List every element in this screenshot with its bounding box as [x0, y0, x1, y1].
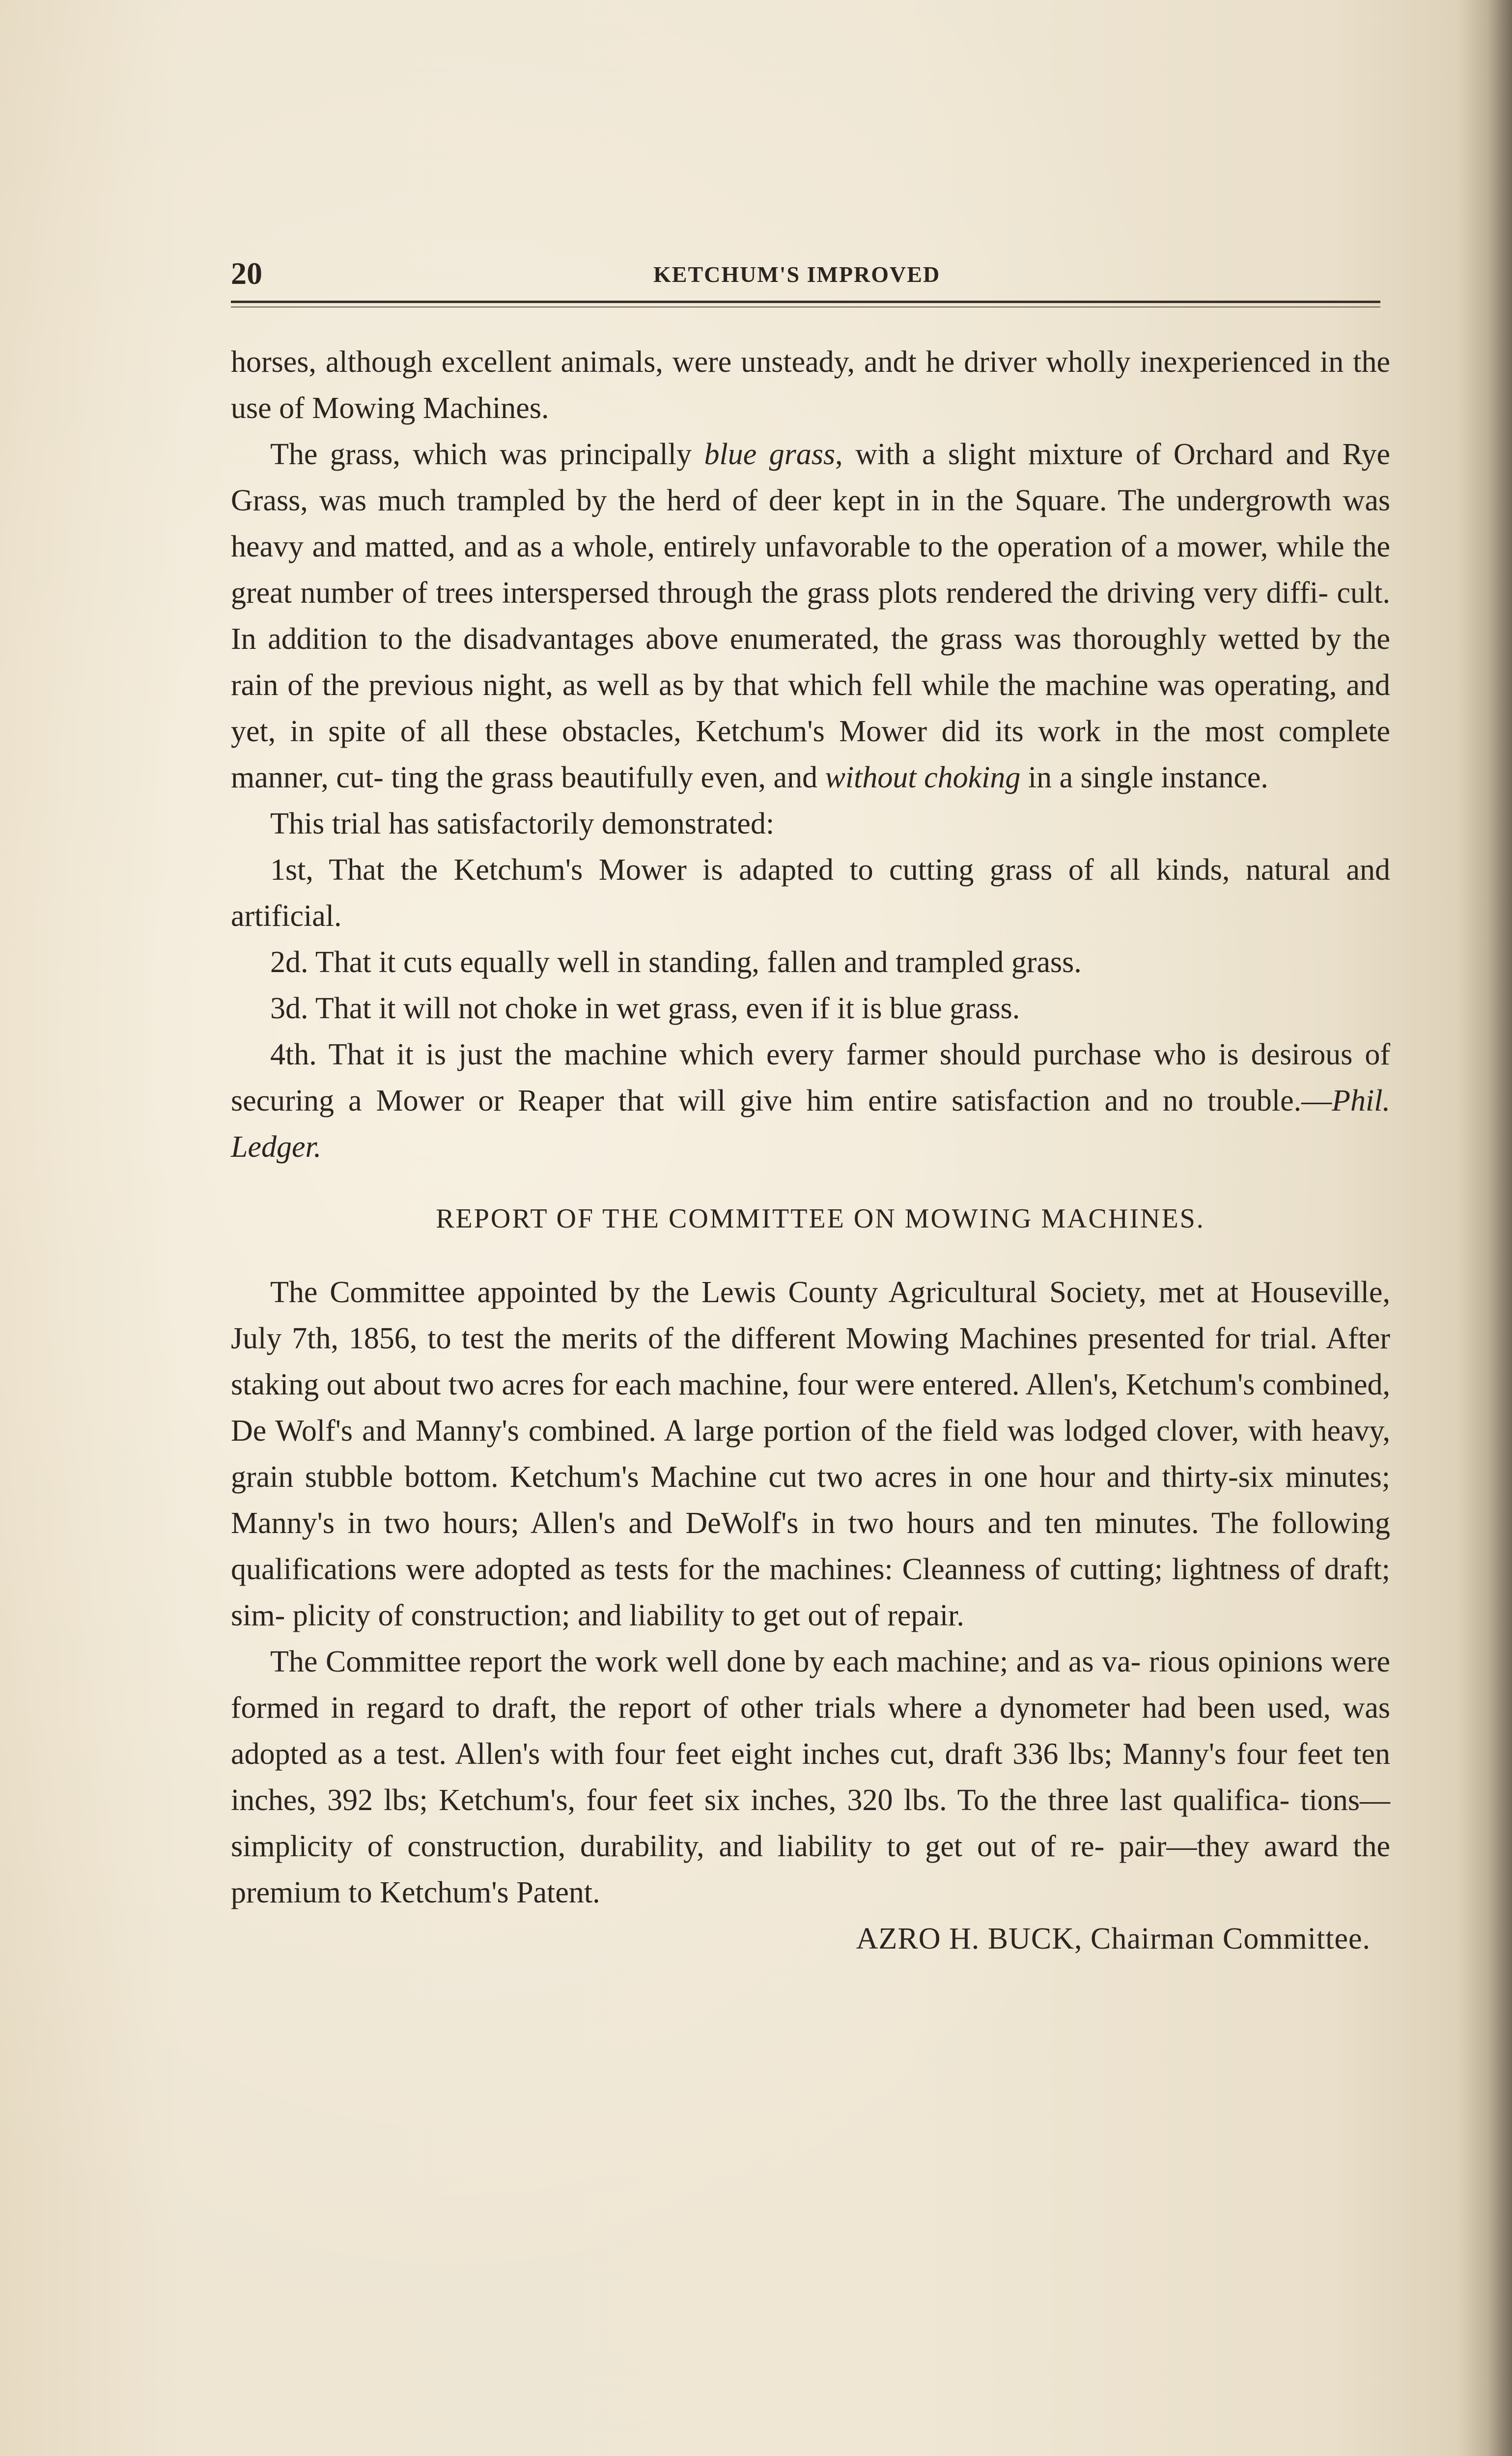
source-citation: Phil. Ledger. [231, 1084, 1390, 1164]
paragraph-grass-text-3: in a single instance. [1020, 761, 1268, 794]
paragraph-grass [231, 431, 1390, 801]
paragraph-grass-text-2: , with a slight mixture of Orchard and Rye Grass, was much trampled by the herd of deer kept in in the Square. The undergrowth was heavy and matted, and as a whole, entirely unfavorable to the operation of a mower, while the great number of trees interspersed through the grass plots rendered the driving very diffi- cult. In addition to the disadvantages above enumerated, the grass was thoroughly wetted by the rain of the previous night, as well as by that which fell while the machine was operating, and yet, in spite of all these obstacles, Ketchum's Mower did its work in the most complete manner, cut- ting the grass beautifully even, and [231, 438, 1390, 794]
paragraph-demonstrated: This trial has satisfactorily demonstrated: [270, 807, 775, 840]
page-header [231, 255, 1380, 300]
header-rule [231, 301, 1380, 303]
list-item-fourth [231, 1032, 1390, 1170]
list-item-second: 2d. That it cuts equally well in standing, fallen and trampled grass. [270, 946, 1082, 979]
paragraph-grass-text-1: The grass, which was principally [270, 438, 704, 471]
paragraph-continuation: horses, although excellent animals, were unsteady, andt he driver wholly inexperienced in the use of Mowing Machines. [231, 345, 1390, 425]
paragraph-report: The Committee report the work well done by each machine; and as va- rious opinions were formed in regard to draft, the report of other trials where a dynometer had been used, was adopted as a test. Allen's with four feet eight inches cut, draft 336 lbs; Manny's four feet ten inches, 392 lbs; Ketchum's, four feet six inches, 320 lbs. To the three last qualifica- tions—simplicity of construction, durability, and liability to get out of re- pair—they award the premium to Ketchum's Patent. [231, 1645, 1390, 1909]
body-text [231, 339, 1390, 1962]
paragraph-committee: The Committee appointed by the Lewis County Agricultural Society, met at Houseville, July 7th, 1856, to test the merits of the different Mowing Machines presented for trial. After staking out about two acres for each machine, four were entered. Allen's, Ketchum's combined, De Wolf's and Manny's combined. A large portion of the field was lodged clover, with heavy, grain stubble bottom. Ketchum's Machine cut two acres in one hour and thirty-six minutes; Manny's in two hours; Allen's and DeWolf's in two hours and ten minutes. The following qualifications were adopted as tests for the machines: Cleanness of cutting; lightness of draft; sim- plicity of construction; and liability to get out of repair. [231, 1276, 1390, 1632]
list-item-first: 1st, That the Ketchum's Mower is adapted to cutting grass of all kinds, natural and artificial. [231, 853, 1390, 933]
page-number: 20 [231, 256, 262, 291]
italic-blue-grass: blue grass [704, 438, 836, 471]
page-edge-shadow [1458, 0, 1512, 2456]
section-heading: REPORT OF THE COMMITTEE ON MOWING MACHINES. [436, 1203, 1205, 1234]
signature-line: AZRO H. BUCK, Chairman Committee. [856, 1922, 1371, 1955]
running-head: KETCHUM'S IMPROVED [653, 262, 941, 287]
list-item-fourth-text: 4th. That it is just the machine which every farmer should purchase who is desirous of securing a Mower or Reaper that will give him entire satisfaction and no trouble.— [231, 1038, 1390, 1117]
list-item-third: 3d. That it will not choke in wet grass, even if it is blue grass. [270, 992, 1020, 1025]
italic-without-choking: without choking [825, 761, 1021, 794]
